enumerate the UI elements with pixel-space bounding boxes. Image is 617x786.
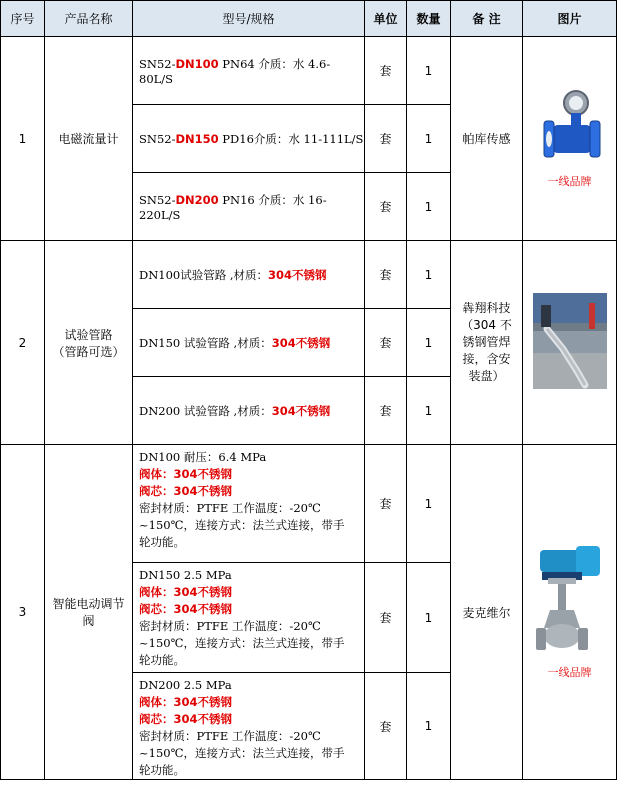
- group1-name: 电磁流量计: [45, 37, 133, 241]
- header-note: 备 注: [451, 1, 523, 37]
- spec-cell: SN52-DN150 PD16介质：水 11-111L/S: [133, 105, 365, 173]
- unit-cell: 套: [365, 37, 407, 105]
- unit-cell: 套: [365, 377, 407, 445]
- unit-cell: 套: [365, 173, 407, 241]
- group3-name-line2: 阀: [82, 614, 95, 628]
- header-spec: 型号/规格: [133, 1, 365, 37]
- group2-name-line2: （管路可选）: [52, 344, 125, 359]
- spec-cell: DN200 试验管路 ,材质：304不锈钢: [133, 377, 365, 445]
- header-unit: 单位: [365, 1, 407, 37]
- group2-no: 2: [1, 241, 45, 445]
- unit-cell: 套: [365, 105, 407, 173]
- header-image: 图片: [523, 1, 617, 37]
- brand-label: 一线品牌: [547, 666, 592, 679]
- spec-cell: DN150 试验管路 ,材质：304不锈钢: [133, 309, 365, 377]
- spec-cell: DN150 2.5 MPa 阀体：304不锈钢 阀芯：304不锈钢 密封材质：PTFE 工作温度：-20℃ ~150℃，连接方式：法兰式连接，带手 轮功能。: [133, 563, 365, 673]
- unit-cell: 套: [365, 563, 407, 673]
- qty-cell: 1: [407, 37, 451, 105]
- qty-cell: 1: [407, 241, 451, 309]
- electric-valve-image: [534, 544, 606, 660]
- qty-cell: 1: [407, 377, 451, 445]
- pipeline-photo: [533, 293, 607, 389]
- qty-cell: 1: [407, 309, 451, 377]
- spec-cell: DN100 耐压：6.4 MPa 阀体：304不锈钢 阀芯：304不锈钢 密封材质：PTFE 工作温度：-20℃ ~150℃，连接方式：法兰式连接，带手 轮功能。: [133, 445, 365, 563]
- table-row: [1, 445, 617, 563]
- spec-cell: SN52-DN100 PN64 介质：水 4.6-80L/S: [133, 37, 365, 105]
- header-qty: 数量: [407, 1, 451, 37]
- unit-cell: 套: [365, 309, 407, 377]
- brand-label: 一线品牌: [547, 174, 592, 188]
- qty-cell: 1: [407, 563, 451, 673]
- group3-note: 麦克维尔: [451, 445, 523, 780]
- group1-no: 1: [1, 37, 45, 241]
- group3-image: [523, 445, 617, 780]
- qty-cell: 1: [407, 105, 451, 173]
- group3-name-line1: 智能电动调节: [52, 597, 125, 611]
- header-no: 序号: [1, 1, 45, 37]
- group2-name: [45, 241, 133, 445]
- qty-cell: 1: [407, 173, 451, 241]
- flowmeter-image: [538, 89, 602, 169]
- group2-image: [523, 241, 617, 445]
- group2-note: 犇翔科技 （304 不 锈钢管焊 接，含安 装盘）: [451, 241, 523, 445]
- group2-name-line1: 试验管路: [64, 327, 113, 342]
- spec-cell: DN200 2.5 MPa 阀体：304不锈钢 阀芯：304不锈钢 密封材质：PTFE 工作温度：-20℃ ~150℃，连接方式：法兰式连接，带手 轮功能。: [133, 673, 365, 780]
- table-header-row: [1, 1, 617, 37]
- header-name: 产品名称: [45, 1, 133, 37]
- unit-cell: 套: [365, 241, 407, 309]
- group3-no: 3: [1, 445, 45, 780]
- group3-name: [45, 445, 133, 780]
- spec-cell: SN52-DN200 PN16 介质：水 16-220L/S: [133, 173, 365, 241]
- unit-cell: 套: [365, 445, 407, 563]
- qty-cell: 1: [407, 673, 451, 780]
- table-row: [1, 241, 617, 309]
- spec-cell: DN100试验管路 ,材质：304不锈钢: [133, 241, 365, 309]
- group1-image: [523, 37, 617, 241]
- table-row: [1, 37, 617, 105]
- qty-cell: 1: [407, 445, 451, 563]
- group1-note: 帕库传感: [451, 37, 523, 241]
- unit-cell: 套: [365, 673, 407, 780]
